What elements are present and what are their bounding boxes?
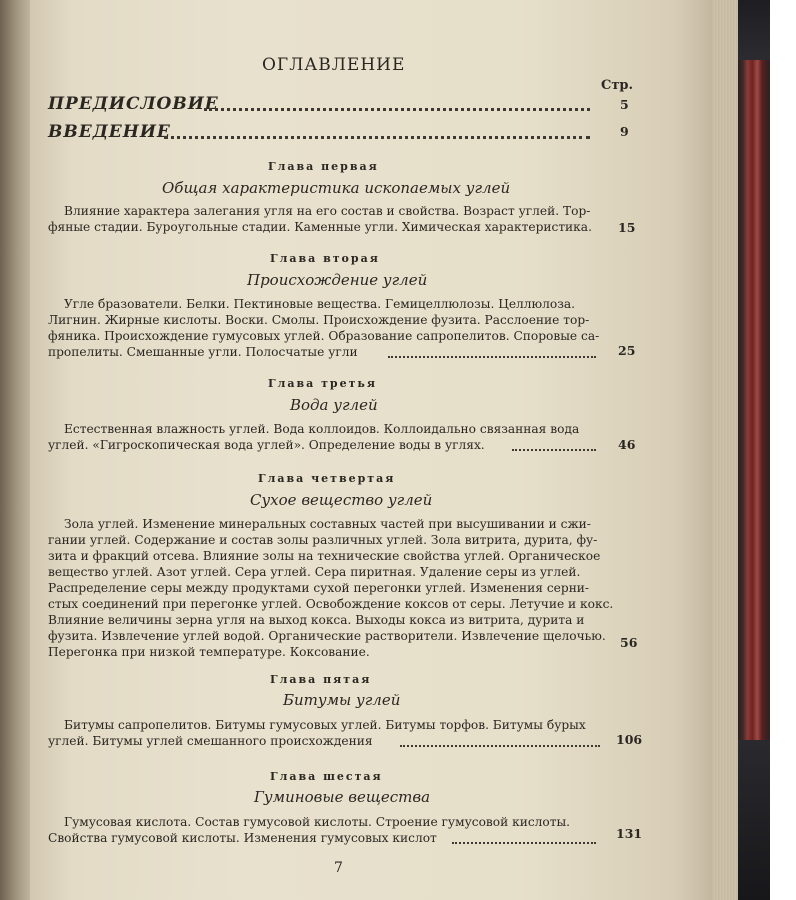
preface-title: ПРЕДИСЛОВИЕ (48, 94, 219, 114)
preface-leader (204, 108, 590, 111)
chapter-2-line-1: Угле бразователи. Белки. Пектиновые вещества. Гемицеллюлозы. Целлюлоза. (64, 297, 576, 311)
spine-bottom-band (738, 740, 770, 900)
background-edge (770, 0, 796, 900)
chapter-2-line-3: фяника. Происхождение гумусовых углей. Образование сапропелитов. Споровые са- (48, 329, 600, 343)
chapter-5-page: 106 (616, 732, 643, 747)
page-column-label: Стр. (601, 78, 634, 93)
chapter-4-label: Глава четвертая (258, 472, 396, 485)
chapter-2-leader (388, 356, 596, 358)
chapter-4-line-1: Зола углей. Изменение минеральных составных частей при высушивании и сжи- (64, 517, 591, 531)
chapter-4-line-7: Влияние величины зерна угля на выход кокса. Выходы кокса из витрита, дурита и (48, 613, 585, 627)
chapter-1-page: 15 (618, 220, 636, 235)
preface-page: 5 (620, 97, 629, 112)
chapter-4-line-5: Распределение серы между продуктами сухой перегонки углей. Изменения серни- (48, 581, 590, 595)
spine-top-band (738, 0, 770, 60)
chapter-5-title: Битумы углей (283, 691, 401, 709)
chapter-4-line-9: Перегонка при низкой температуре. Коксование. (48, 645, 370, 659)
book-cover-left (0, 0, 32, 900)
chapter-2-line-4: пропелиты. Смешанные угли. Полосчатые угли (48, 345, 358, 359)
chapter-2-line-2: Лигнин. Жирные кислоты. Воски. Смолы. Происхождение фузита. Расслоение тор- (48, 313, 590, 327)
chapter-3-label: Глава третья (268, 377, 377, 390)
chapter-5-line-1: Битумы сапропелитов. Битумы гумусовых углей. Битумы торфов. Битумы бурых (64, 718, 586, 732)
page-number: 7 (334, 860, 343, 876)
chapter-6-line-2: Свойства гумусовой кислоты. Изменения гумусовых кислот (48, 831, 437, 845)
chapter-4-line-2: гании углей. Содержание и состав золы различных углей. Зола витрита, дурита, фу- (48, 533, 598, 547)
chapter-3-leader (512, 449, 596, 451)
chapter-3-line-1: Естественная влажность углей. Вода коллоидов. Коллоидально связанная вода (64, 422, 580, 436)
chapter-3-page: 46 (618, 437, 636, 452)
chapter-6-title: Гуминовые вещества (254, 788, 431, 806)
chapter-4-line-4: вещество углей. Азот углей. Сера углей. Сера пиритная. Удаление серы из углей. (48, 565, 581, 579)
chapter-2-label: Глава вторая (270, 252, 380, 265)
chapter-1-title: Общая характеристика ископаемых углей (162, 179, 511, 197)
chapter-3-title: Вода углей (290, 396, 378, 414)
page-edges (712, 0, 740, 900)
chapter-1-line-1: Влияние характера залегания угля на его состав и свойства. Возраст углей. Тор- (64, 204, 591, 218)
chapter-3-line-2: углей. «Гигроскопическая вода углей». Определение воды в углях. (48, 438, 485, 452)
chapter-6-page: 131 (616, 826, 643, 841)
chapter-6-label: Глава шестая (270, 770, 383, 783)
chapter-4-page: 56 (620, 635, 638, 650)
chapter-4-line-3: зита и фракций отсева. Влияние золы на технические свойства углей. Органическое (48, 549, 601, 563)
chapter-4-title: Сухое вещество углей (250, 491, 433, 509)
chapter-1-line-2: фяные стадии. Буроугольные стадии. Каменные угли. Химическая характеристика. (48, 220, 592, 234)
introduction-page: 9 (620, 124, 629, 139)
introduction-leader (164, 136, 590, 139)
introduction-title: ВВЕДЕНИЕ (48, 122, 171, 142)
chapter-2-title: Происхождение углей (247, 271, 428, 289)
chapter-4-line-8: фузита. Извлечение углей водой. Органические растворители. Извлечение щелочью. (48, 629, 606, 643)
chapter-4-line-6: стых соединений при перегонке углей. Освобождение коксов от серы. Летучие и кокс. (48, 597, 614, 611)
chapter-5-line-2: углей. Битумы углей смешанного происхождения (48, 734, 373, 748)
chapter-6-leader (452, 842, 596, 844)
toc-title: ОГЛАВЛЕНИЕ (262, 55, 406, 75)
chapter-5-leader (400, 745, 600, 747)
chapter-6-line-1: Гумусовая кислота. Состав гумусовой кислоты. Строение гумусовой кислоты. (64, 815, 571, 829)
chapter-5-label: Глава пятая (270, 673, 372, 686)
chapter-2-page: 25 (618, 343, 636, 358)
chapter-1-label: Глава первая (268, 160, 379, 173)
